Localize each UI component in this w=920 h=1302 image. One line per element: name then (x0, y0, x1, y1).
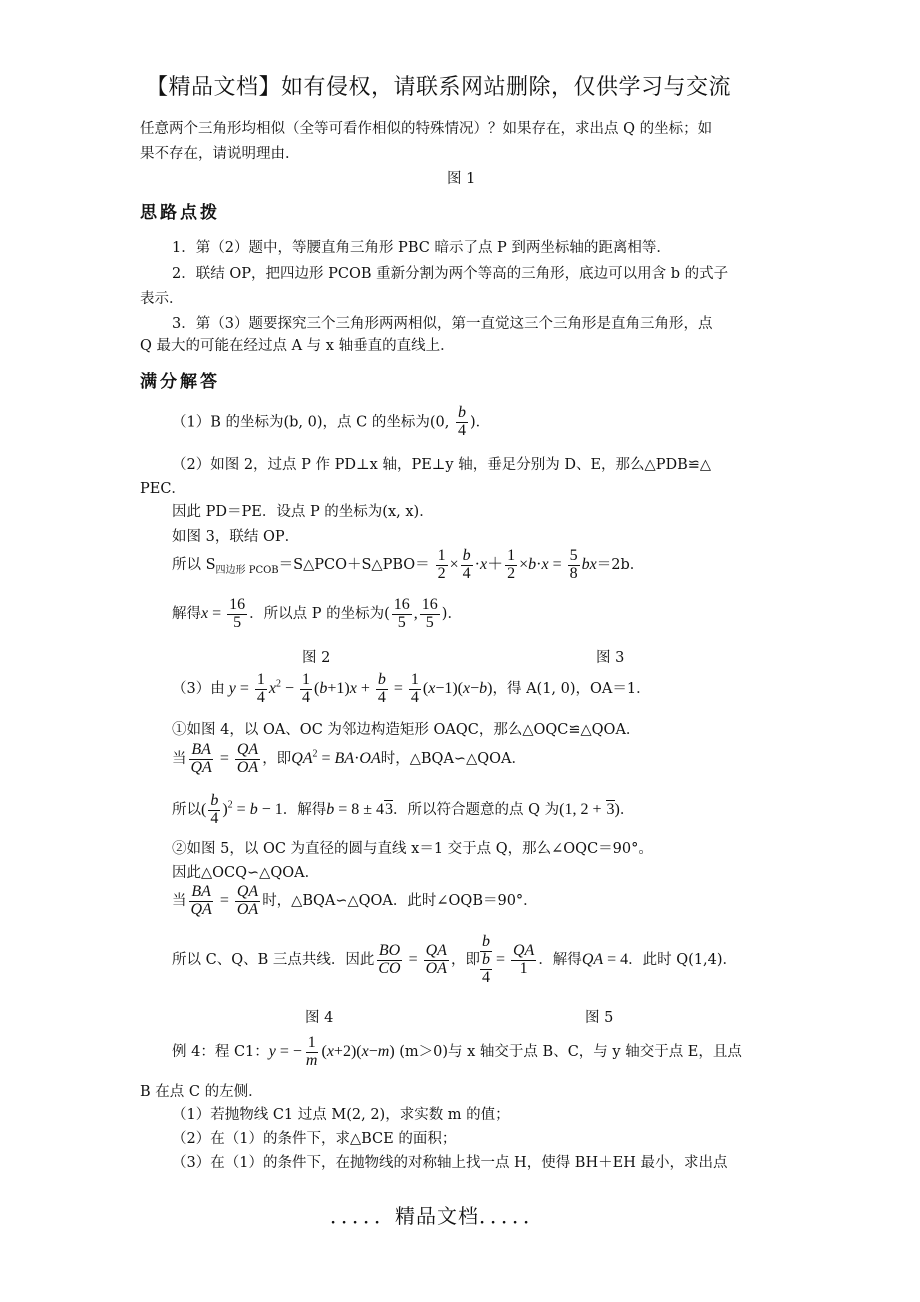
area-equation: 所以 $S_{四边形 PCOB}=S\triangle PCO+S\triangle PBO=$ $\frac{1}{2}$ × $\frac{b}{4}$ ·x＋ $\frac{1}{2}$ ×b·x = $\frac{5}{8}$ bx＝2b． (172, 547, 645, 582)
intro-line-1: 任意两个三角形均相似（全等可看作相似的特殊情况）？如果存在，求出点 Q 的坐标；如 (140, 121, 713, 137)
case-1-line-1: ①如图 4，以 OA、OC 为邻边构造矩形 OAQC，那么△OQC≌△QOA． (172, 722, 641, 738)
example-4-line-2: B 在点 C 的左侧． (140, 1084, 263, 1100)
solution-part-2-c: 因此 PD＝PE．设点 P 的坐标为(x, x)． (172, 504, 434, 520)
figure-4-caption: 图 4 (305, 1010, 334, 1026)
figure-3-caption: 图 3 (596, 650, 625, 666)
hint-2: 2．联结 OP，把四边形 PCOB 重新分割为两个等高的三角形，底边可以用含 b 的式子 (172, 266, 729, 282)
intro-line-2: 果不存在，请说明理由． (140, 146, 300, 162)
solution-part-2-a: （2）如图 2，过点 P 作 PD⊥x 轴，PE⊥y 轴，垂足分别为 D、E，那么△PDB≌△ (172, 457, 712, 473)
hints-heading: 思路点拨 (140, 203, 220, 223)
figure-2-caption: 图 2 (302, 650, 331, 666)
page-header: 【精品文档】如有侵权，请联系网站删除，仅供学习与交流 (146, 75, 732, 100)
example-4-question-2: （2）在（1）的条件下，求△BCE 的面积； (172, 1131, 457, 1147)
solution-part-2-d: 如图 3，联结 OP． (172, 529, 300, 545)
example-4-question-1: （1）若抛物线 C1 过点 M(2, 2)，求实数 m 的值； (172, 1107, 510, 1123)
case-2-line-2: 因此△OCQ∽△QOA． (172, 865, 320, 881)
fraction-b-over-4: $\frac{b}{4}$ (457, 404, 466, 439)
case-2-line-4: 所以 C、Q、B 三点共线．因此 $\frac{BO}{CO}$ = $\frac{QA}{OA}$ ，即 $\frac{b}{\frac{b}{4}}$ = $\frac{QA}{1}$ ．解得QA = 4．此时 Q(1,4)． (172, 933, 738, 986)
page-footer: ．．．．．精品文档．．．．． (330, 1204, 544, 1228)
case-2-line-3: 当 $\frac{BA}{QA}$ = $\frac{QA}{OA}$ 时，△BQA∽△QOA．此时∠OQB＝90°． (172, 883, 538, 918)
figure-1-caption: 图 1 (447, 171, 476, 187)
example-4-line-1: 例 4：程 C1：y = − $\frac{1}{m}$ (x+2)(x−m) (m＞0)与 x 轴交于点 B、C，与 y 轴交于点 E，且点 (172, 1034, 742, 1069)
hint-3-cont: Q 最大的可能在经过点 A 与 x 轴垂直的直线上． (140, 338, 455, 354)
hint-1: 1．第（2）题中，等腰直角三角形 PBC 暗示了点 P 到两坐标轴的距离相等． (172, 240, 671, 256)
figure-5-caption: 图 5 (585, 1010, 614, 1026)
case-1-line-2: 当 $\frac{BA}{QA}$ = $\frac{QA}{OA}$ ，即$QA^2 = BA\cdot OA$时，△BQA∽△QOA． (172, 741, 526, 776)
solution-part-1: （1）B 的坐标为(b, 0)，点 C 的坐标为(0, $\frac{b}{4}$ )． (172, 404, 491, 439)
example-4-question-3: （3）在（1）的条件下，在抛物线的对称轴上找一点 H，使得 BH＋EH 最小，求出点 (172, 1155, 728, 1171)
hint-3: 3．第（3）题要探究三个三角形两两相似，第一直觉这三个三角形是直角三角形，点 (172, 316, 713, 332)
case-1-line-3: 所以( $\frac{b}{4}$ )$^2$ = b − 1．解得b = 8 ± 43．所以符合题意的点 Q 为(1, 2 + 3)． (172, 792, 635, 827)
case-2-line-1: ②如图 5，以 OC 为直径的圆与直线 x＝1 交于点 Q，那么∠OQC＝90°。 (172, 841, 653, 857)
solution-part-2-b: PEC． (140, 481, 186, 497)
solution-part-3: （3）由 y = $\frac{1}{4}$ $x^2$ − $\frac{1}{4}$ (b+1)x + $\frac{b}{4}$ = $\frac{1}{4}$ (x−1)(x−b)，得 A(1, 0)，OA＝1． (172, 671, 651, 706)
hint-2-cont: 表示． (140, 291, 184, 307)
solve-x-line: 解得x = $\frac{16}{5}$ ．所以点 P 的坐标为( $\frac{16}{5}$ , $\frac{16}{5}$ )． (172, 596, 462, 631)
solution-heading: 满分解答 (140, 372, 220, 392)
